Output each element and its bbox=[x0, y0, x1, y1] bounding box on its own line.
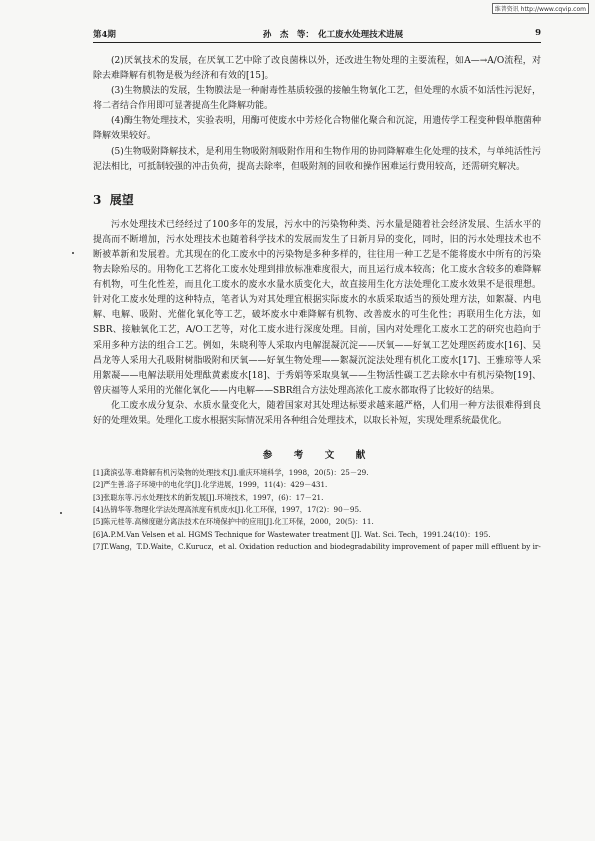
section-title: 展望 bbox=[109, 192, 134, 207]
paragraph: (5)生物吸附降解技术，是利用生物吸附剂吸附作用和生物作用的协同降解难生化处理的技术，与单纯活性污泥法相比，可抵制较强的冲击负荷，提高去除率，但吸附剂的回收和操作困难运行费用较高，还需研究解决。 bbox=[93, 146, 541, 172]
reference-item: [5]陈元桂等.高梯度磁分离法技术在环境保护中的应用[J].化工环保，2000，20(5)：11. bbox=[93, 517, 374, 527]
margin-mark bbox=[60, 512, 62, 514]
reference-item: [2]严生善.洛子环境中的电化学[J].化学进展，1999，11(4)：429－431. bbox=[93, 480, 328, 490]
issue-label: 第4期 bbox=[93, 30, 116, 40]
margin-mark bbox=[72, 252, 74, 254]
reference-item: [3]张聪东等.污水处理技术的新发展[J].环境技术，1997，(6)：17－21. bbox=[93, 492, 324, 502]
page-number: 9 bbox=[535, 28, 541, 38]
reference-item: [4]丛锦华等.物理化学法处理高浓度有机废水[J].化工环保，1997，17(2)：90－95. bbox=[93, 504, 362, 514]
paragraph: 化工废水成分复杂、水质水量变化大，随着国家对其处理达标要求越来越严格，人们用一种方法很难得到良好的处理效果。处理化工废水根据实际情况采用各种组合处理技术，以取长补短，实现处理系统最优化。 bbox=[93, 400, 541, 426]
watermark: 维普资讯 http://www.cqvip.com bbox=[492, 3, 589, 14]
header-title: 孙 杰 等： 化工废水处理技术进展 bbox=[262, 30, 404, 40]
paragraph: (4)酶生物处理技术，实验表明，用酶可使废水中芳烃化合物催化聚合和沉淀，用遗传学工程变种假单胞菌种降解效果较好。 bbox=[93, 116, 541, 142]
section-number: 3 bbox=[93, 192, 102, 207]
paragraph: (2)厌氧技术的发展，在厌氧工艺中除了改良菌株以外，还改进生物处理的主要流程，如A—→A/O流程，对除去难降解有机物是极为经济和有效的[15]。 bbox=[93, 56, 541, 82]
reference-item: [1]龚滨弘等.难降解有机污染物的处理技术[J].重庆环境科学，1998，20(5)：25－29. bbox=[93, 468, 369, 478]
page-body bbox=[93, 54, 541, 553]
reference-item: [6]A.P.M.Van Velsen et al. HGMS Technique for Wastewater treatment [J]. Wat. Sci. Tech，1991.24(10)：195. bbox=[93, 529, 491, 539]
reference-list bbox=[93, 467, 541, 553]
references-title: 参 考 文 献 bbox=[262, 450, 372, 462]
running-header bbox=[93, 28, 541, 43]
paragraph: (3)生物膜法的发展，生物膜法是一种耐毒性基质较强的接触生物氧化工艺，但处理的水质不如活性污泥好，将二者结合作用即可显著提高生化降解功能。 bbox=[93, 86, 541, 112]
reference-item: [7]T.Wang，T.D.Waite，C.Kurucz，et al. Oxidation reduction and biodegradability improvement of paper mill effluent by ir- bbox=[93, 541, 541, 551]
section-heading bbox=[93, 191, 541, 208]
paragraph: 污水处理技术已经经过了100多年的发展，污水中的污染物种类、污水量是随着社会经济发展、生活水平的提高而不断增加，污水处理技术也随着科学技术的发展而发生了日新月异的变化，同时，旧的污水处理技术也不断被革新和发展着。尤其现在的化工废水中的污染物是多种多样的，往往用一种工艺是不能将废水中所有的污染物去除殆尽的。用物化工艺将化工废水处理到排放标准难度很大，而且运行成本较高；化工废水含较多的难降解有机物，可生化性差，而且化工废水的废水水量水质变化大，故直接用生化方法处理化工废水效果不是很理想。针对化工废水处理的这种特点，笔者认为对其处理宜根据实际废水的水质采取适当的预处理方法，如絮凝、内电解、电解、吸附、光催化氧化等工艺，破坏废水中难降解有机物、改善废水的可生化性；再联用生化方法，如SBR、接触氧化工艺，A/O工艺等，对化工废水进行深度处理。目前，国内对处理化工废水工艺的研究也趋向于采用多种方法的组合工艺。例如，朱晓利等人采取内电解混凝沉淀——厌氧——好氧工艺处理医药废水[16]、吴昌龙等人采用大孔吸附树脂吸附和厌氧——好氧生物处理——絮凝沉淀法处理有机化工废水[17]、王雅琼等人采用絮凝——电解法联用处理酞黄素废水[18]、于秀娟等采取臭氧——生物活性碳工艺去除水中有机污染物[19]、曾庆福等人采用的光催化氧化——内电解——SBR组合方法处理高浓化工废水都取得了比较好的结果。 bbox=[93, 219, 541, 396]
